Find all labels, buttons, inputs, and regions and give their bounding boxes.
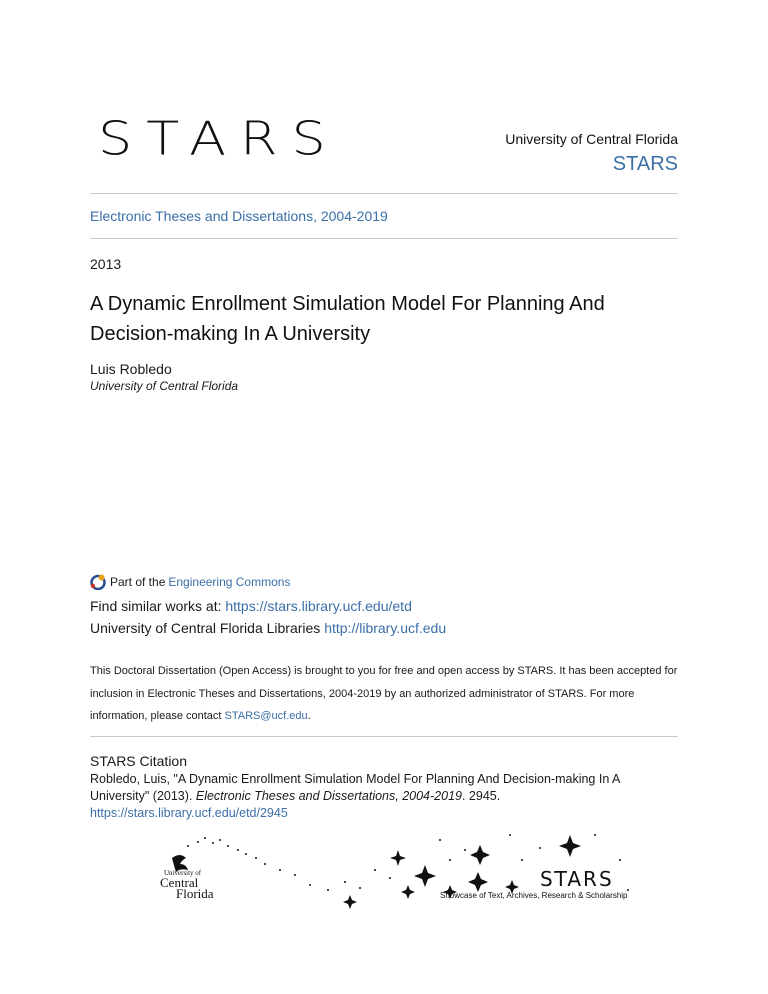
citation-body [90,771,650,822]
footer-stars-tagline: Showcase of Text, Archives, Research & Scholarship [440,891,628,900]
libraries-link[interactable]: http://library.ucf.edu [324,620,447,636]
engineering-commons-link[interactable]: Engineering Commons [168,575,291,589]
citation-heading: STARS Citation [90,753,187,769]
similar-works-link[interactable]: https://stars.library.ucf.edu/etd [225,598,412,614]
footer-banner [150,830,640,910]
divider [90,193,678,194]
libraries-line [90,620,446,636]
stars-logo[interactable]: STARS [98,112,340,166]
document-title: A Dynamic Enrollment Simulation Model For Planning And Decision-making In A University [90,293,605,345]
libraries-label: University of Central Florida Libraries [90,620,325,636]
citation-number: . 2945. [461,789,501,803]
part-of-line [90,574,290,590]
ucf-logo [160,855,214,901]
citation-series: Electronic Theses and Dissertations, 2004-2019 [195,789,462,803]
notice-text: This Doctoral Dissertation (Open Access) is brought to you for free and open access by STARS. It has been accepted for inclusion in Electronic Theses and Dissertations, 2004-2019 by an authorized administrator of STARS. For more information, please contact [90,665,678,722]
divider [90,238,678,239]
publication-year: 2013 [90,256,122,272]
author-affiliation: University of Central Florida [90,379,239,393]
ucf-line3: Florida [176,886,214,901]
footer-stars-wordmark: STARS [540,867,614,891]
divider [90,736,678,737]
collection-link[interactable]: Electronic Theses and Dissertations, 2004-2019 [90,208,388,224]
institution-name: University of Central Florida [505,131,678,147]
citation-text: Robledo, Luis, "A Dynamic Enrollment Simulation Model For Planning And Decision-making In A University" (2013). [90,772,620,803]
notice-end: . [307,710,311,722]
author-name: Luis Robledo [90,361,172,377]
contact-email-link[interactable]: STARS@ucf.edu [224,710,308,722]
stars-repository-link[interactable]: STARS [612,153,678,175]
similar-works-label: Find similar works at: [90,598,226,614]
network-icon [90,574,106,590]
similar-works-line [90,598,412,614]
part-of-prefix: Part of the [110,575,166,589]
citation-url[interactable]: https://stars.library.ucf.edu/etd/2945 [90,806,288,820]
ucf-line2: Central [160,875,199,890]
access-notice [90,660,690,728]
ucf-line1: University of [164,869,202,877]
